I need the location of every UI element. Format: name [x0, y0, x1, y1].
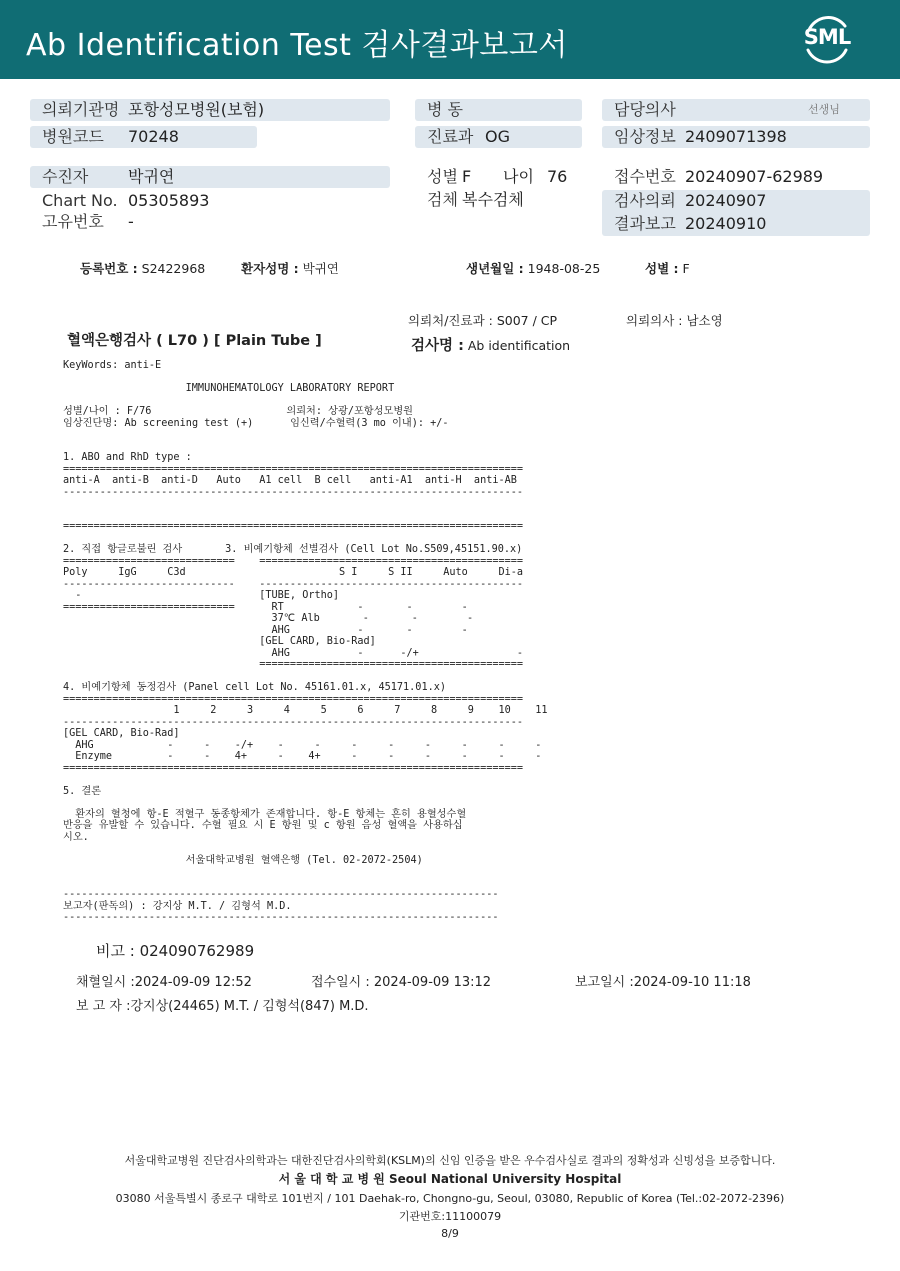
remark — [96, 940, 254, 961]
report-line — [63, 866, 548, 878]
institution-label: 의뢰기관명 — [42, 100, 120, 119]
chart-field — [30, 190, 390, 212]
birth-date — [466, 259, 600, 277]
lab-report-body — [63, 360, 548, 924]
report-line: --------------------------------------------------------------------------- — [63, 716, 524, 728]
report-line — [63, 510, 548, 522]
registration-number — [80, 259, 205, 277]
receive-time — [311, 971, 491, 990]
report-title: Ab Identification Test 검사결과보고서 — [26, 28, 568, 63]
report-line: AHG - - - — [63, 624, 468, 636]
specimen-label: 검체 — [427, 190, 458, 209]
collect-time — [76, 971, 252, 990]
specimen-value: 복수검체 — [462, 190, 524, 209]
requester-dept: 의뢰처/진료과 : S007 / CP — [408, 313, 558, 328]
remark-label: 비고 — [96, 942, 125, 960]
footer-hospital-name: 서 울 대 학 교 병 원 Seoul National University Hospital — [278, 1172, 622, 1186]
report-line — [63, 797, 548, 809]
requester-doctor: 의뢰의사 : 남소영 — [626, 313, 723, 328]
collect-value: :2024-09-09 12:52 — [130, 975, 252, 990]
request-result-field — [602, 190, 870, 236]
report-line: 1 2 3 4 5 6 7 8 9 10 11 — [63, 705, 548, 716]
sex-age-field — [415, 166, 585, 188]
age-label: 나이 — [503, 167, 534, 186]
sml-logo — [800, 12, 854, 66]
registration-label: 등록번호 : — [80, 261, 138, 276]
report-line: =========================================================================== — [63, 463, 524, 475]
report-header — [0, 0, 900, 79]
clinical-info-value: 2409071398 — [685, 127, 787, 146]
report-line — [63, 878, 548, 890]
chart-value: 05305893 — [128, 191, 210, 210]
hospital-code-label: 병원코드 — [42, 127, 104, 146]
report-line: --------------------------------------------------------------------------- — [63, 486, 524, 498]
result-label: 결과보고 — [614, 214, 676, 233]
report-line: 반응을 유발할 수 있습니다. 수혈 필요 시 E 항원 및 c 항원 음성 혈액을 사용하십 — [63, 820, 463, 831]
remark-value: : 024090762989 — [129, 942, 255, 960]
report-line — [63, 533, 548, 545]
institution-value: 포항성모병원(보험) — [128, 100, 265, 119]
report-line: [GEL CARD, Bio-Rad] — [63, 636, 376, 647]
receive-label: 접수일시 — [311, 975, 362, 990]
report-line: ---------------------------- ------------------------------------------- — [63, 578, 524, 590]
report-line: 환자의 혈청에 항-E 적혈구 동종항체가 존재합니다. 항-E 항체는 흔히 용혈성수혈 — [63, 808, 467, 820]
dept-field — [415, 126, 582, 148]
ward-field — [415, 99, 582, 121]
reporter-value: :강지상(24465) M.T. / 김형석(847) M.D. — [126, 999, 369, 1014]
test-name — [411, 334, 570, 355]
test-name-label: 검사명 : — [411, 338, 464, 354]
birth-date-label: 생년월일 : — [466, 261, 524, 276]
request-label: 검사의뢰 — [614, 191, 676, 210]
report-line: 서울대학교병원 혈액은행 (Tel. 02-2072-2504) — [63, 854, 423, 866]
age-value: 76 — [547, 167, 568, 186]
report-line — [63, 441, 548, 453]
report-line: 37℃ Alb - - - — [63, 613, 474, 624]
doctor-label: 담당의사 — [614, 100, 676, 119]
dept-label: 진료과 — [427, 127, 474, 146]
hospital-code-value: 70248 — [128, 127, 179, 146]
report-line — [63, 372, 548, 384]
unique-id-label: 고유번호 — [42, 212, 104, 231]
receipt-field — [602, 166, 870, 188]
report-line: Poly IgG C3d S I S II Auto Di-a — [63, 567, 524, 578]
report-line — [63, 774, 548, 786]
reporter-label: 보 고 자 — [76, 999, 122, 1014]
report-line: ----------------------------------------------------------------------- — [63, 912, 499, 923]
ward-label: 병 동 — [427, 100, 463, 119]
specimen-field — [415, 189, 585, 211]
report-line — [63, 395, 548, 407]
patient-value: 박귀연 — [128, 167, 175, 186]
report-time-label: 보고일시 — [575, 975, 626, 990]
hospital-code-field — [30, 126, 257, 148]
report-line — [63, 498, 548, 510]
chart-label: Chart No. — [42, 191, 118, 210]
report-line: ----------------------------------------------------------------------- — [63, 889, 499, 900]
report-line: =========================================================================== — [63, 521, 524, 532]
patient-name — [241, 259, 339, 277]
report-line: 1. ABO and RhD type : — [63, 452, 192, 463]
sex-label: 성별 — [427, 167, 458, 186]
report-line: 시오. — [63, 831, 89, 843]
report-line: 성별/나이 : F/76 의뢰처: 상광/포항성모병원 — [63, 406, 414, 417]
report-line — [63, 429, 548, 441]
doctor-suffix: 선생님 — [808, 103, 840, 116]
report-line: AHG - - -/+ - - - - - - - - — [63, 739, 542, 751]
report-line: =========================================================================== — [63, 693, 524, 705]
patient-sex-label: 성별 : — [645, 261, 679, 276]
report-line: Enzyme - - 4+ - 4+ - - - - - - — [63, 751, 542, 762]
institution-field — [30, 99, 390, 121]
report-line: [GEL CARD, Bio-Rad] — [63, 728, 180, 739]
sex-value: F — [462, 167, 472, 186]
report-line: KeyWords: anti-E — [63, 360, 162, 371]
footer-certification: 서울대학교병원 진단검사의학과는 대한진단검사의학회(KSLM)의 신임 인증을 받은 우수검사실로 결과의 정확성과 신빙성을 보증합니다. — [124, 1154, 776, 1167]
report-line: 2. 직접 항글로불린 검사 3. 비예기항체 선별검사 (Cell Lot No.S509,45151.90.x) — [63, 544, 523, 555]
patient-field — [30, 166, 390, 188]
dept-value: OG — [485, 127, 510, 146]
logo-text: SML — [803, 25, 851, 49]
test-name-value: Ab identification — [467, 338, 571, 353]
receipt-value: 20240907-62989 — [685, 167, 824, 186]
report-line: anti-A anti-B anti-D Auto A1 cell B cell anti-A1 anti-H anti-AB — [63, 475, 517, 486]
patient-sex — [645, 259, 690, 277]
report-line: ============================ =========================================== — [63, 555, 524, 567]
report-line: =========================================== — [63, 659, 524, 670]
page-number: 8/9 — [441, 1227, 459, 1240]
report-line: 5. 결론 — [63, 785, 102, 797]
report-line: 보고자(판독의) : 강지상 M.T. / 김형석 M.D. — [63, 900, 292, 912]
result-value: 20240910 — [685, 214, 767, 233]
report-line — [63, 671, 548, 683]
test-title: 혈액은행검사 ( L70 ) [ Plain Tube ] — [67, 333, 322, 349]
report-time — [575, 971, 751, 990]
report-line: ============================ RT - - - — [63, 601, 468, 613]
collect-label: 채혈일시 — [76, 975, 127, 990]
report-line: 4. 비예기항체 동정검사 (Panel cell Lot No. 45161.01.x, 45171.01.x) — [63, 682, 446, 693]
clinical-info-label: 임상정보 — [614, 127, 676, 146]
patient-label: 수진자 — [42, 167, 89, 186]
doctor-field — [602, 99, 870, 121]
report-time-value: :2024-09-10 11:18 — [629, 975, 751, 990]
receipt-label: 접수번호 — [614, 167, 676, 186]
request-value: 20240907 — [685, 191, 767, 210]
receive-value: : 2024-09-09 13:12 — [365, 975, 492, 990]
report-line: IMMUNOHEMATOLOGY LABORATORY REPORT — [63, 383, 395, 394]
patient-name-label: 환자성명 : — [241, 261, 299, 276]
footer-address: 03080 서울특별시 종로구 대학로 101번지 / 101 Daehak-ro, Chongno-gu, Seoul, 03080, Republic of Korea (Tel.:02-2072-2396) — [115, 1192, 785, 1205]
unique-id-field — [30, 211, 390, 233]
footer-institution-number: 기관번호:11100079 — [398, 1210, 502, 1223]
unique-id-value: - — [128, 212, 134, 231]
registration-value: S2422968 — [141, 261, 206, 276]
patient-name-value: 박귀연 — [302, 261, 339, 276]
report-line — [63, 843, 548, 855]
report-line: =========================================================================== — [63, 762, 524, 774]
birth-date-value: 1948-08-25 — [527, 261, 601, 276]
report-line: 임상진단명: Ab screening test (+) 임신력/수혈력(3 mo 이내): +/- — [63, 417, 449, 429]
report-line: AHG - -/+ - — [63, 647, 524, 659]
clinical-info-field — [602, 126, 870, 148]
patient-sex-value: F — [682, 261, 690, 276]
reporter — [76, 995, 369, 1014]
report-line: - [TUBE, Ortho] — [63, 590, 340, 601]
